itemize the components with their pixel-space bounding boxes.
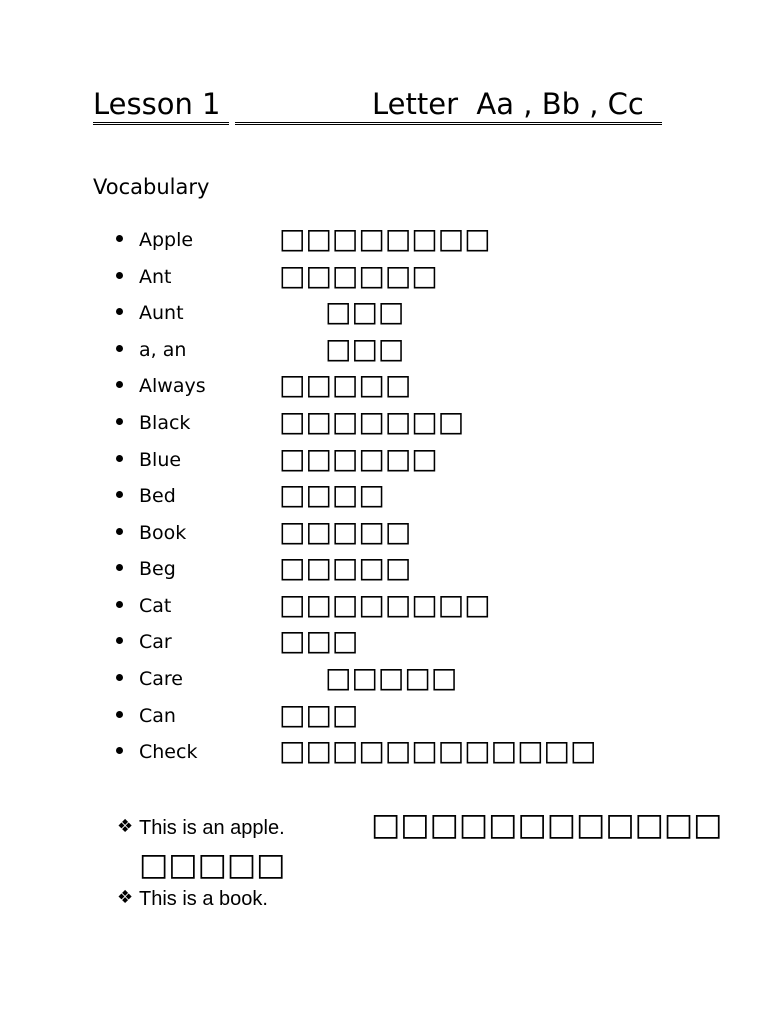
bullet-icon <box>116 601 123 608</box>
diamond-bullet-icon: ❖ <box>117 887 134 908</box>
list-item <box>0 734 700 770</box>
list-item <box>0 295 700 331</box>
vocab-meaning: □□□ <box>279 624 359 657</box>
lesson-title <box>93 86 662 125</box>
bullet-icon <box>116 308 123 315</box>
vocab-meaning: □□□□□□□□□□□□ <box>279 734 597 767</box>
bullet-icon <box>116 711 123 718</box>
vocab-word: Apple <box>139 229 194 251</box>
vocab-word: Can <box>139 705 176 727</box>
vocab-word: Black <box>139 412 191 434</box>
vocab-meaning: □□□□□ <box>279 515 412 548</box>
vocab-word: Ant <box>139 266 172 288</box>
list-item <box>0 515 700 551</box>
vocab-meaning: □□□□□□ <box>279 442 438 475</box>
vocab-meaning: □□□□ <box>279 478 385 511</box>
vocab-word: Cat <box>139 595 172 617</box>
lesson-letters: Letter Aa , Bb , Cc <box>372 87 644 121</box>
list-item <box>0 222 700 258</box>
list-item <box>0 588 700 624</box>
vocab-word: Blue <box>139 449 182 471</box>
vocab-meaning: □□□□□□□ <box>279 405 465 438</box>
vocab-meaning: □□□□□ <box>325 661 458 694</box>
vocab-word: a, an <box>139 339 187 361</box>
example-meaning-continued: □□□□□ <box>139 847 286 883</box>
bullet-icon <box>116 418 123 425</box>
list-item <box>0 368 700 404</box>
list-item <box>0 551 700 587</box>
diamond-bullet-icon: ❖ <box>117 816 134 837</box>
bullet-icon <box>116 345 123 352</box>
vocab-meaning: □□□ <box>279 698 359 731</box>
list-item <box>0 624 700 660</box>
bullet-icon <box>116 491 123 498</box>
bullet-icon <box>116 637 123 644</box>
bullet-icon <box>116 747 123 754</box>
title-underline-gap <box>229 86 235 126</box>
bullet-icon <box>116 235 123 242</box>
list-item <box>0 698 700 734</box>
bullet-icon <box>116 528 123 535</box>
list-item <box>0 405 700 441</box>
example-meaning: □□□□□□□□□□□□ <box>371 807 723 843</box>
vocab-meaning: □□□ <box>325 295 405 328</box>
bullet-icon <box>116 272 123 279</box>
list-item <box>0 259 700 295</box>
vocab-word: Care <box>139 668 183 690</box>
vocab-word: Aunt <box>139 302 184 324</box>
vocabulary-heading: Vocabulary <box>93 175 210 199</box>
vocab-meaning: □□□ <box>325 332 405 365</box>
vocab-meaning: □□□□□□□□ <box>279 588 491 621</box>
vocab-word: Always <box>139 375 206 397</box>
vocab-meaning: □□□□□ <box>279 551 412 584</box>
lesson-number: Lesson 1 <box>93 87 221 121</box>
vocab-word: Book <box>139 522 187 544</box>
example-text: This is an apple. <box>139 817 285 839</box>
list-item <box>0 661 700 697</box>
vocab-word: Check <box>139 741 198 763</box>
bullet-icon <box>116 381 123 388</box>
vocab-meaning: □□□□□□□□ <box>279 222 491 255</box>
bullet-icon <box>116 564 123 571</box>
list-item <box>0 332 700 368</box>
vocab-meaning: □□□□□□ <box>279 259 438 292</box>
vocab-meaning: □□□□□ <box>279 368 412 401</box>
example-text: This is a book. <box>139 888 268 910</box>
vocab-word: Car <box>139 631 172 653</box>
list-item <box>0 442 700 478</box>
bullet-icon <box>116 455 123 462</box>
vocab-word: Bed <box>139 485 176 507</box>
bullet-icon <box>116 674 123 681</box>
list-item <box>0 478 700 514</box>
vocab-word: Beg <box>139 558 176 580</box>
